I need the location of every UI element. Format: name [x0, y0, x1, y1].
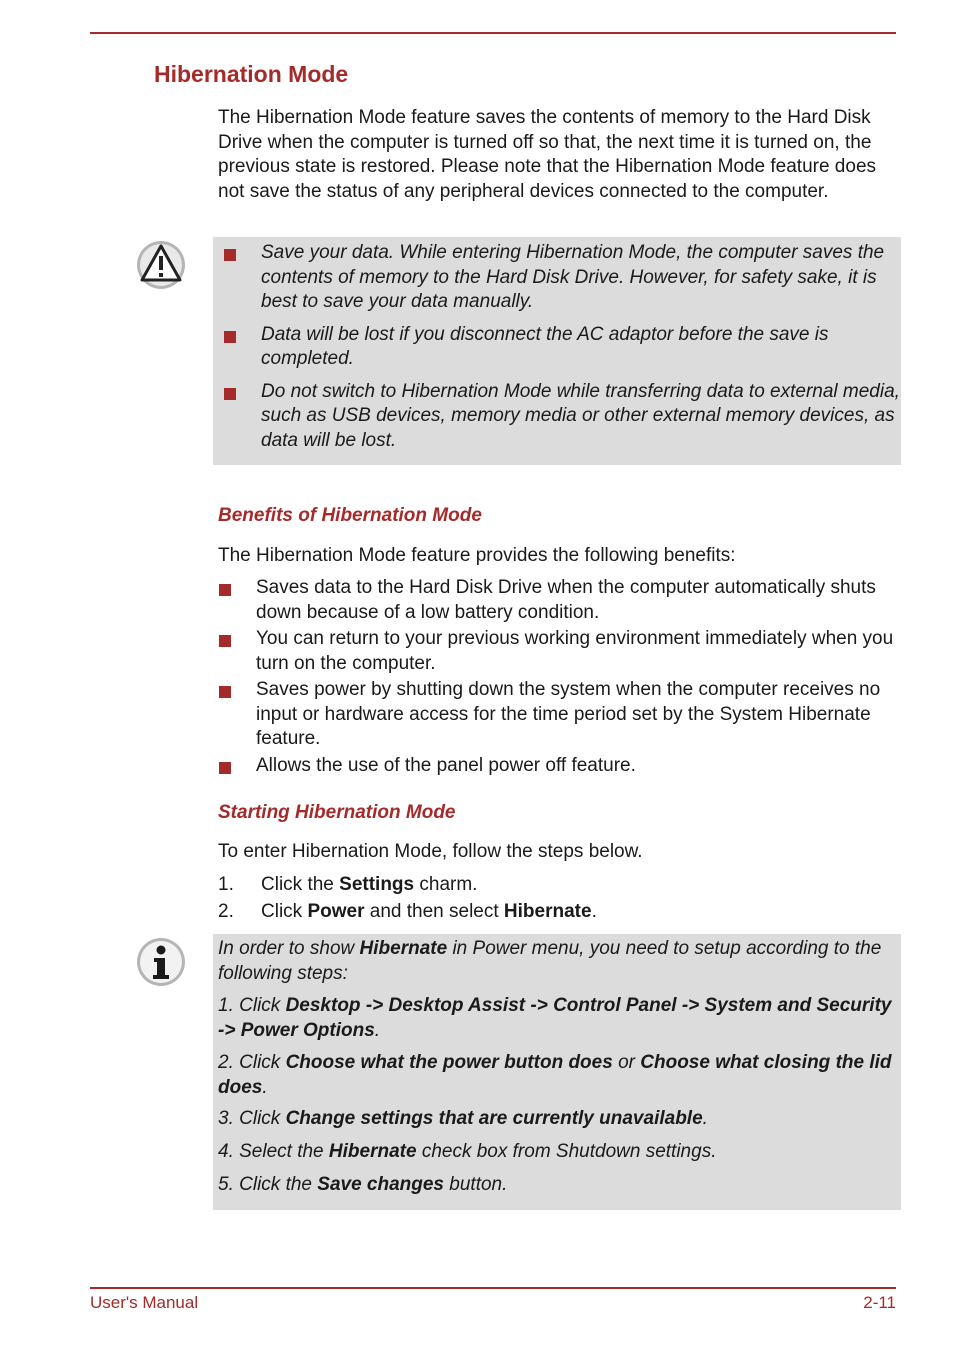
bullet-square-icon [219, 584, 231, 596]
benefits-list [213, 576, 898, 778]
caution-item: Do not switch to Hibernation Mode while transferring data to external media, such as USB devices, memory media or other external memory devices, as data will be lost. [218, 380, 900, 454]
warning-triangle-icon [136, 240, 186, 290]
power-term: Power [307, 901, 365, 922]
benefit-item: Saves data to the Hard Disk Drive when the computer automatically shuts down because of a low battery condition. [213, 576, 898, 625]
starting-intro: To enter Hibernation Mode, follow the steps below. [218, 841, 643, 862]
info-icon [136, 937, 186, 987]
bullet-square-icon [224, 331, 236, 343]
note-step: 2. Click Choose what the power button does or Choose what closing the lid does. [218, 1052, 892, 1098]
caution-list [218, 241, 900, 453]
bullet-square-icon [219, 686, 231, 698]
step-item: 1. Click the Settings charm. [218, 874, 478, 895]
footer-manual-title: User's Manual [90, 1293, 199, 1312]
section-heading: Hibernation Mode [154, 61, 349, 87]
starting-heading: Starting Hibernation Mode [218, 802, 456, 823]
bullet-square-icon [224, 249, 236, 261]
hibernate-term: Hibernate [503, 901, 592, 922]
note-step: 3. Click Change settings that are currently unavailable. [218, 1108, 708, 1129]
benefit-item: Saves power by shutting down the system when the computer receives no input or hardware access for the time period set by the System Hibernate feature. [213, 678, 898, 752]
steps-list [218, 871, 903, 925]
bullet-square-icon [224, 388, 236, 400]
benefit-item: Allows the use of the panel power off feature. [213, 754, 898, 779]
note-paragraph: In order to show Hibernate in Power menu, you need to setup according to the following steps: [218, 938, 882, 984]
footer-rule [90, 1287, 896, 1289]
intro-paragraph: The Hibernation Mode feature saves the contents of memory to the Hard Disk Drive when the computer is turned off so that, the next time it is turned on, the previous state is restored. Please note that the Hibernation Mode feature does not save the status of any peripheral devices connected to the computer. [218, 107, 877, 202]
note-step: 4. Select the Hibernate check box from Shutdown settings. [218, 1141, 717, 1162]
note-step: 5. Click the Save changes button. [218, 1174, 508, 1195]
bullet-square-icon [219, 635, 231, 647]
header-rule [90, 32, 896, 34]
benefits-heading: Benefits of Hibernation Mode [218, 505, 482, 526]
note-box [213, 934, 901, 1210]
caution-item: Save your data. While entering Hibernation Mode, the computer saves the contents of memory to the Hard Disk Drive. However, for safety sake, it is best to save your data manually. [218, 241, 900, 315]
note-step: 1. Click Desktop -> Desktop Assist -> Control Panel -> System and Security -> Power Options. [218, 995, 892, 1041]
footer-page-number: 2-11 [863, 1293, 896, 1312]
caution-item: Data will be lost if you disconnect the AC adaptor before the save is completed. [218, 323, 900, 372]
bullet-square-icon [219, 762, 231, 774]
benefit-item: You can return to your previous working environment immediately when you turn on the computer. [213, 627, 898, 676]
settings-term: Settings [339, 874, 415, 895]
step-item: 2. Click Power and then select Hibernate. [218, 901, 597, 922]
caution-box [213, 237, 901, 465]
benefits-intro: The Hibernation Mode feature provides the following benefits: [218, 545, 736, 566]
